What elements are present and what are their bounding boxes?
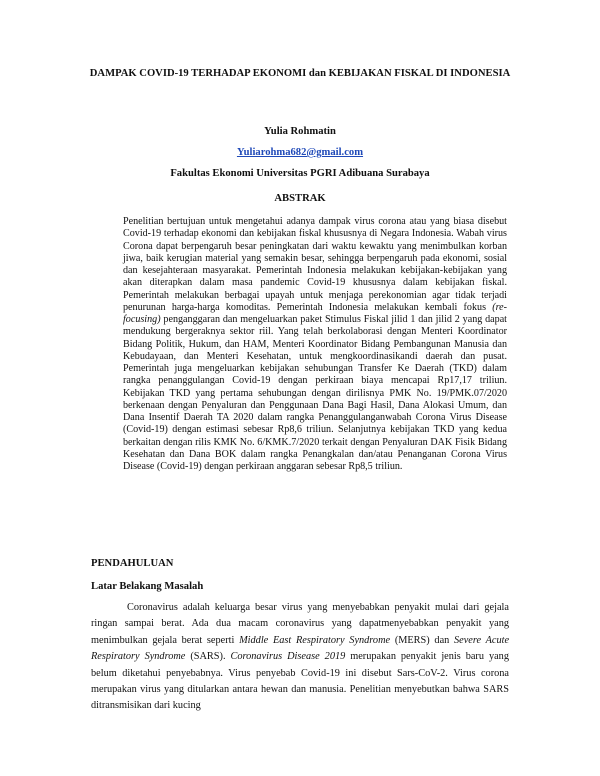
intro-text-part-3: (SARS). (190, 651, 226, 663)
author-affiliation: Fakultas Ekonomi Universitas PGRI Adibuana Surabaya (170, 168, 430, 179)
sars-term: Severe Acute Respiratory Syndrome (91, 634, 510, 663)
intro-paragraph (91, 600, 509, 715)
section-heading-introduction: PENDAHULUAN (91, 558, 174, 569)
abstract-refocusing-term: (re-focusing) (123, 301, 507, 325)
intro-text-part-4: merupakan penyakit jenis baru yang belum diketahui penyebabnya. Virus penyebab Covid-19 ini disebut Sars-CoV-2. Virus corona merupakan virus yang ditularkan antara hewan dan manusia. Penelitian menyebutkan bahwa SARS ditransmisikan dari kucing (91, 651, 509, 712)
covid-term: Coronavirus Disease 2019 (230, 651, 346, 663)
paper-title: DAMPAK COVID-19 TERHADAP EKONOMI dan KEBIJAKAN FISKAL DI INDONESIA (89, 68, 511, 79)
abstract-text-part-2: penganggaran dan mengeluarkan paket Stimulus Fiskal jilid 1 dan jilid 2 yang dapat mendukung bergeraknya sektor riil. Yang telah berkolaborasi dengan Menteri Koordinator Bidang Politik, Hukum, dan HAM, Menteri Koordinator Bidang Pembangunan Manusia dan Kebudayaan, dan Menteri Kesehatan, untuk mengkoordinasikandi daerah dan pusat. Pemerintah juga mengeluarkan kebijakan sehubungan Transfer Ke Daerah (TKD) dalam rangka penanggulangan Covid-19 dengan perkiraan biaya mencapai Rp17,17 triliun. Kebijakan TKD yang pertama sehubungan dengan dirilisnya PMK No. 19/PMK.07/2020 berkenaan dengan Penyaluran dan Penggunaan Dana Bagi Hasil, Dana Alokasi Umum, dan Dana Insentif Daerah TA 2020 dalam rangka Penanggulanganwabah Corona Virus Disease (Covid-19) dengan estimasi sebesar Rp8,6 triliun. Selanjutnya kebijakan TKD yang kedua berkaitan dengan rilis KMK No. 6/KMK.7/2020 terkait dengan Penyaluran DAK Fisik Bidang Kesehatan dan Dana BOK dalam rangka Penangkalan dan/atau Penanganan Corona Virus Disease (Covid-19) dengan perkiraan anggaran sebesar Rp8,5 triliun. (123, 314, 507, 472)
author-email-link[interactable]: Yuliarohma682@gmail.com (236, 147, 364, 158)
mers-term: Middle East Respiratory Syndrome (239, 634, 391, 646)
abstract-heading: ABSTRAK (274, 193, 326, 204)
abstract-text-part-1: Penelitian bertujuan untuk mengetahui adanya dampak virus corona atau yang biasa disebut Covid-19 terhadap ekonomi dan kebijakan fiskal khususnya di Negara Indonesia. Wabah virus Corona dapat berpengaruh besar peningkatan dari waktu kewaktu yang menimbulkan korban jiwa, baik kerugian material yang semakin besar, sehingga berpengaruh pada ekonomi, sosial dan kesejahteraan masyarakat. Pemerintah Indonesia melakukan kebijakan-kebijakan yang akan diterapkan dalam masa pandemic Covid-19 khususnya dalam kebijakan fiskal. Pemerintah melakukan berbagai upayah untuk menjaga perekonomian agar tidak terjadi penurunan harga-harga komoditas. Pemerintah Indonesia melakukan kembali fokus (123, 216, 507, 313)
intro-text-part-2: (MERS) dan (394, 634, 450, 646)
intro-text-part-1: Coronavirus adalah keluarga besar virus yang menyebabkan penyakit mulai dari gejala ringan sampai berat. Ada dua macam coronavirus yang dapatmenyebabkan penyakit yang menimbulkan gejala berat seperti (91, 602, 509, 646)
subsection-heading-background: Latar Belakang Masalah (91, 581, 204, 592)
abstract-body (123, 216, 507, 473)
author-name: Yulia Rohmatin (264, 126, 336, 137)
